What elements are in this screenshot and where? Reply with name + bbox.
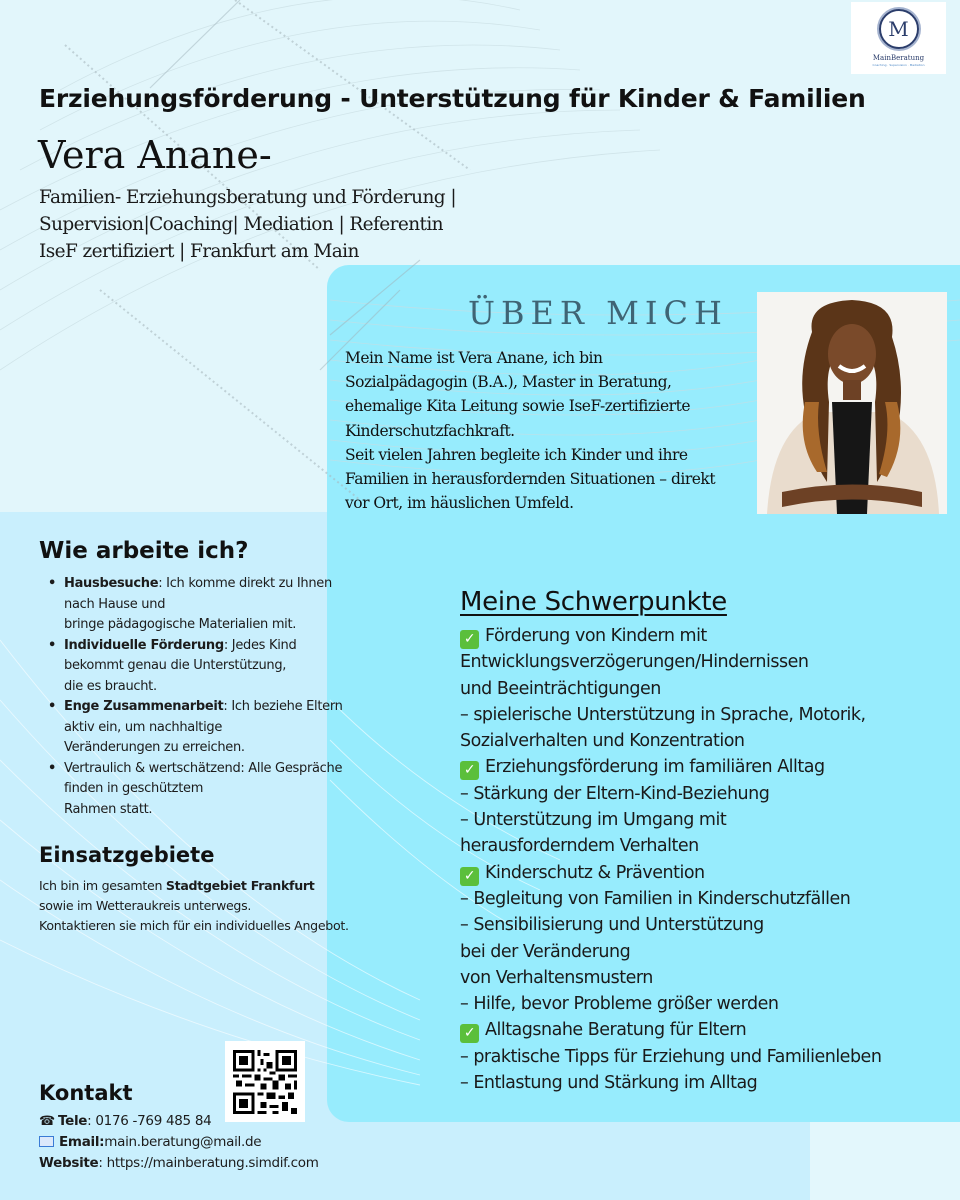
about-line: ehemalige Kita Leitung sowie IseF-zertifizierte — [345, 397, 690, 416]
focus-text: – praktische Tipps für Erziehung und Familienleben — [460, 1046, 882, 1067]
logo-brand-name: MainBeratung — [872, 54, 925, 62]
list-item — [48, 697, 343, 759]
focus-text: – Begleitung von Familien in Kinderschutzfällen — [460, 888, 851, 909]
about-line: Kinderschutzfachkraft. — [345, 421, 515, 440]
item-text: aktiv ein, um nachhaltige — [64, 719, 223, 735]
focus-line — [460, 991, 881, 1017]
focus-areas-list — [460, 623, 881, 1096]
focus-heading-line — [460, 860, 881, 886]
focus-line — [460, 728, 881, 754]
focus-text: – Stärkung der Eltern-Kind-Beziehung — [460, 783, 770, 804]
item-text: finden in geschütztem — [64, 781, 204, 796]
area-highlight: Stadtgebiet Frankfurt — [165, 878, 315, 893]
website-label: Website — [39, 1155, 99, 1171]
focus-line — [460, 912, 881, 938]
focus-line — [460, 781, 881, 807]
focus-line — [460, 833, 881, 859]
contact-details — [39, 1111, 319, 1174]
checkmark-icon: ✓ — [460, 630, 479, 649]
focus-line — [460, 807, 881, 833]
role-line: IseF zertifiziert | Frankfurt am Main — [39, 241, 359, 262]
item-text: bekommt genau die Unterstützung, — [64, 658, 287, 673]
focus-text: Förderung von Kindern mit — [485, 626, 707, 646]
item-text: bringe pädagogische Materialien mit. — [64, 617, 297, 632]
focus-text: Alltagsnahe Beratung für Eltern — [485, 1020, 747, 1041]
item-text: die es braucht. — [64, 678, 157, 694]
checkmark-icon: ✓ — [460, 1024, 479, 1043]
qr-code-icon — [233, 1050, 297, 1114]
focus-line — [460, 702, 881, 728]
focus-heading-line — [460, 623, 881, 649]
item-text: Rahmen statt. — [64, 801, 153, 817]
focus-text: Erziehungsförderung im familiären Alltag — [485, 757, 825, 778]
focus-line — [460, 965, 881, 991]
portrait-illustration — [757, 292, 947, 514]
about-text — [345, 346, 765, 515]
role-line: Supervision|Coaching| Mediation | Referentin — [39, 214, 443, 235]
contact-title: Kontakt — [39, 1081, 133, 1105]
logo-tagline: Coaching · Supervision · Mediation — [872, 63, 925, 67]
checkmark-icon: ✓ — [460, 761, 479, 780]
list-item — [48, 574, 343, 636]
phone-icon: ☎ — [39, 1114, 55, 1129]
how-i-work-list — [48, 574, 343, 820]
person-name: Vera Anane- — [38, 133, 272, 177]
phone-number: : 0176 -769 485 84 — [87, 1113, 212, 1129]
focus-line — [460, 1070, 881, 1096]
item-bold-label: Hausbesuche — [64, 576, 159, 591]
focus-text: von Verhaltensmustern — [460, 967, 653, 988]
item-text: : Ich komme direkt zu Ihnen — [158, 576, 332, 591]
contact-email[interactable] — [39, 1132, 319, 1153]
area-text: Kontaktieren sie mich für ein individuelles Angebot. — [39, 918, 349, 933]
focus-text: herausforderndem Verhalten — [460, 836, 699, 857]
contact-website[interactable] — [39, 1153, 319, 1174]
about-line: Mein Name ist Vera Anane, ich bin — [345, 349, 603, 367]
item-bold-label: Individuelle Förderung — [64, 637, 224, 653]
focus-line — [460, 676, 881, 702]
focus-text: Kinderschutz & Prävention — [485, 862, 705, 883]
focus-text: Sozialverhalten und Konzentration — [460, 731, 745, 752]
list-item — [48, 636, 343, 698]
how-i-work-title: Wie arbeite ich? — [39, 538, 249, 564]
focus-line — [460, 886, 881, 912]
focus-line — [460, 1044, 881, 1070]
website-url: : https://mainberatung.simdif.com — [98, 1155, 319, 1171]
about-line: Sozialpädagogin (B.A.), Master in Beratung, — [345, 373, 672, 392]
area-text: Ich bin im gesamten — [39, 878, 166, 893]
service-areas-text — [39, 876, 349, 936]
about-title: ÜBER MICH — [468, 294, 728, 332]
email-address: main.beratung@mail.de — [104, 1134, 262, 1150]
focus-text: und Beeinträchtigungen — [460, 678, 661, 699]
item-text: Vertraulich & wertschätzend: Alle Gespräche — [64, 760, 343, 776]
focus-line — [460, 939, 881, 965]
contact-phone[interactable] — [39, 1111, 319, 1132]
list-item — [48, 759, 343, 821]
item-text: : Jedes Kind — [223, 637, 297, 653]
focus-text: – Hilfe, bevor Probleme größer werden — [460, 994, 779, 1015]
email-label: Email: — [59, 1134, 105, 1150]
focus-text: – Entlastung und Stärkung im Alltag — [460, 1073, 758, 1094]
focus-heading-line — [460, 754, 881, 780]
focus-text: – Unterstützung im Umgang mit — [460, 810, 727, 831]
brand-logo — [851, 2, 946, 74]
about-line: vor Ort, im häuslichen Umfeld. — [345, 494, 574, 513]
focus-text: – spielerische Unterstützung in Sprache, Motorik, — [460, 704, 866, 725]
focus-heading-line — [460, 1017, 881, 1043]
item-text: : Ich beziehe Eltern — [223, 699, 343, 714]
role-description — [39, 184, 456, 265]
area-text: sowie im Wetteraukreis unterwegs. — [39, 898, 252, 913]
role-line: Familien- Erziehungsberatung und Förderung | — [39, 187, 456, 208]
focus-text: bei der Veränderung — [460, 941, 631, 962]
about-line: Seit vielen Jahren begleite ich Kinder und ihre — [345, 445, 688, 464]
phone-label: Tele — [58, 1113, 88, 1129]
focus-line — [460, 649, 881, 675]
logo-monogram: M — [879, 9, 919, 49]
checkmark-icon: ✓ — [460, 867, 479, 886]
service-areas-title: Einsatzgebiete — [39, 843, 215, 867]
item-bold-label: Enge Zusammenarbeit — [64, 699, 224, 714]
page-headline: Erziehungsförderung - Unterstützung für Kinder & Familien — [39, 84, 866, 113]
corner-background — [810, 1122, 960, 1200]
focus-areas-title: Meine Schwerpunkte — [460, 587, 727, 617]
portrait-photo — [757, 292, 947, 514]
item-text: Veränderungen zu erreichen. — [64, 740, 245, 755]
email-icon — [39, 1136, 54, 1147]
focus-text: – Sensibilisierung und Unterstützung — [460, 915, 764, 936]
item-text: nach Hause und — [64, 596, 166, 612]
qr-code[interactable] — [225, 1041, 305, 1122]
about-line: Familien in herausfordernden Situationen – direkt — [345, 470, 716, 489]
focus-text: Entwicklungsverzögerungen/Hindernissen — [460, 652, 809, 673]
